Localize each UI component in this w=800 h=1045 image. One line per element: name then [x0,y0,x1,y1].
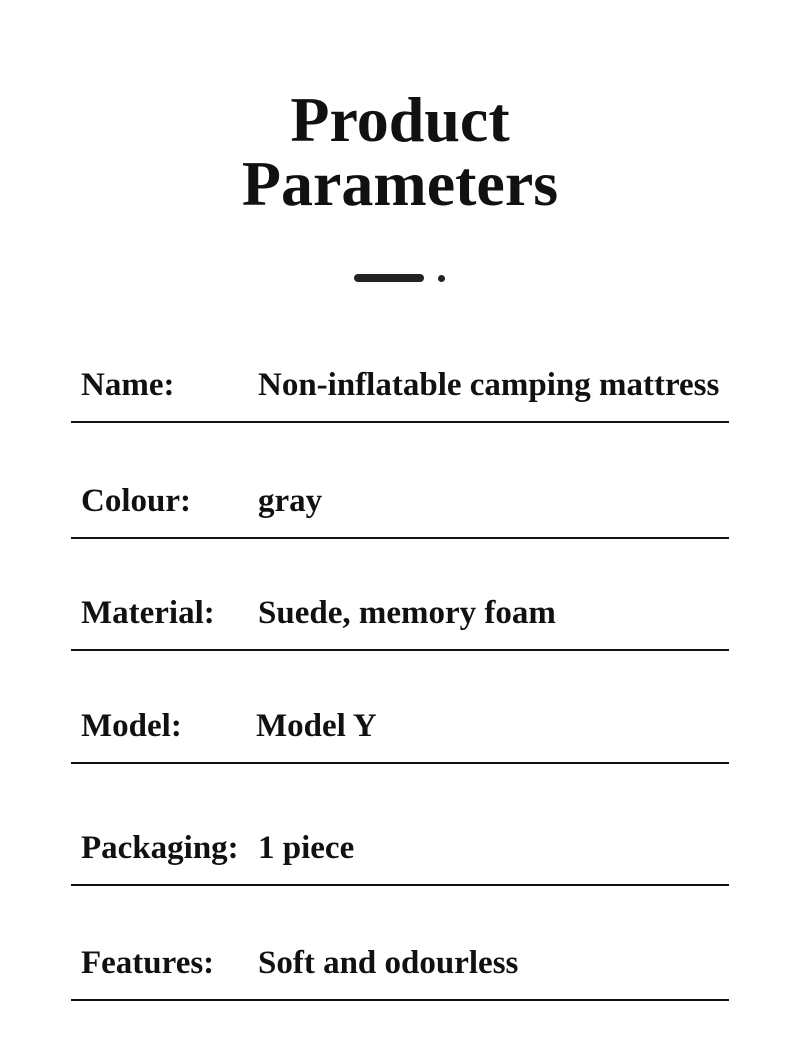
parameter-value: Model Y [256,708,377,744]
parameter-value: gray [258,483,323,519]
title-decoration [354,274,454,284]
parameter-row-model [71,651,729,764]
parameter-row-features [71,886,729,1001]
parameter-value: Soft and odourless [258,945,519,981]
parameter-label: Name: [81,367,175,403]
parameter-label: Model: [81,708,182,744]
parameter-row-name [71,354,729,423]
parameter-row-packaging [71,764,729,886]
parameter-label: Material: [81,595,215,631]
parameter-value: Non-inflatable camping mattress [258,367,720,403]
parameter-row-material [71,539,729,651]
parameter-value: 1 piece [258,830,355,866]
page-title [0,84,800,219]
decoration-dot [438,275,445,282]
title-line-2: Parameters [241,148,559,219]
decoration-dash [354,274,424,282]
parameters-table [71,354,729,1001]
parameter-label: Colour: [81,483,191,519]
title-line-1: Product [290,84,510,155]
parameter-label: Packaging: [81,830,239,866]
parameter-label: Features: [81,945,215,981]
parameter-value: Suede, memory foam [258,595,556,631]
parameter-row-colour [71,423,729,539]
